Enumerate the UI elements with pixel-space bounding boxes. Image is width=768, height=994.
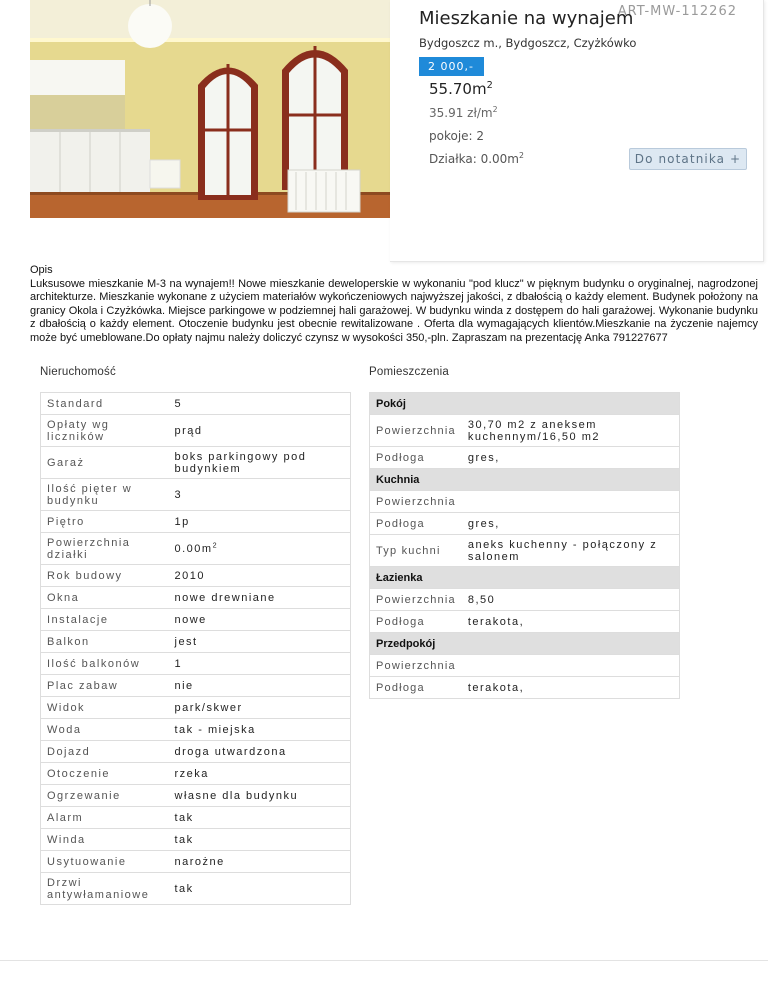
room-group-header	[370, 633, 680, 655]
property-row	[41, 393, 351, 415]
property-value	[169, 533, 351, 565]
property-value-text: 1p	[174, 515, 190, 528]
property-value	[169, 807, 351, 829]
property-row	[41, 447, 351, 479]
property-row	[41, 565, 351, 587]
listing-reference: ART-MW-112262	[617, 4, 737, 19]
property-key: Ilość balkonów	[41, 653, 169, 675]
property-row	[41, 609, 351, 631]
price-per-m-sup: 2	[492, 105, 498, 114]
property-key: Drzwi antywłamaniowe	[41, 873, 169, 905]
rooms-section-heading: Pomieszczenia	[369, 366, 449, 378]
room-count: pokoje: 2	[429, 129, 485, 143]
property-key: Woda	[41, 719, 169, 741]
property-row	[41, 763, 351, 785]
apartment-photo-illustration	[30, 0, 390, 218]
property-row	[41, 697, 351, 719]
property-key: Garaż	[41, 447, 169, 479]
room-group-header	[370, 567, 680, 589]
room-row	[370, 589, 680, 611]
area-unit-sup: 2	[486, 80, 493, 91]
property-row	[41, 873, 351, 905]
property-key: Usytuowanie	[41, 851, 169, 873]
property-value	[169, 479, 351, 511]
property-value-text: 3	[174, 488, 183, 501]
property-row	[41, 415, 351, 447]
plot-area	[429, 152, 524, 166]
listing-area	[429, 80, 493, 98]
property-value-text: prąd	[174, 424, 203, 437]
property-value	[169, 829, 351, 851]
property-value	[169, 851, 351, 873]
property-row	[41, 851, 351, 873]
property-key: Widok	[41, 697, 169, 719]
property-row	[41, 785, 351, 807]
property-value	[169, 719, 351, 741]
property-value-text: 1	[174, 657, 183, 670]
property-value-text: boks parkingowy pod budynkiem	[174, 450, 307, 475]
room-key: Podłoga	[370, 611, 462, 633]
property-row	[41, 587, 351, 609]
property-row	[41, 675, 351, 697]
property-row	[41, 653, 351, 675]
room-group-title: Łazienka	[370, 567, 680, 589]
property-key: Plac zabaw	[41, 675, 169, 697]
property-key: Balkon	[41, 631, 169, 653]
room-row	[370, 611, 680, 633]
property-value	[169, 415, 351, 447]
listing-location: Bydgoszcz m., Bydgoszcz, Czyżkówko	[419, 36, 637, 50]
property-details-table	[40, 392, 351, 905]
room-key: Powierzchnia	[370, 655, 462, 677]
property-value-text: jest	[174, 635, 198, 648]
property-row	[41, 719, 351, 741]
add-to-notebook-button[interactable]: Do notatnika +	[629, 148, 747, 170]
property-value-text: nowe drewniane	[174, 591, 276, 604]
property-value-text: własne dla budynku	[174, 789, 299, 802]
property-value-text: nowe	[174, 613, 207, 626]
property-value-text: tak - miejska	[174, 723, 256, 736]
footer-divider	[0, 960, 768, 961]
room-key: Podłoga	[370, 513, 462, 535]
property-row	[41, 741, 351, 763]
room-value	[462, 491, 680, 513]
plot-sup: 2	[519, 151, 524, 160]
property-row	[41, 807, 351, 829]
room-row	[370, 447, 680, 469]
property-key: Winda	[41, 829, 169, 851]
property-value	[169, 763, 351, 785]
room-group-header	[370, 393, 680, 415]
property-key: Otoczenie	[41, 763, 169, 785]
room-group-title: Kuchnia	[370, 469, 680, 491]
room-row	[370, 513, 680, 535]
property-value-text: tak	[174, 833, 194, 846]
room-key: Powierzchnia	[370, 491, 462, 513]
property-value	[169, 741, 351, 763]
property-value	[169, 631, 351, 653]
property-section-heading: Nieruchomość	[40, 366, 116, 378]
property-row	[41, 631, 351, 653]
property-value	[169, 873, 351, 905]
property-key: Piętro	[41, 511, 169, 533]
property-key: Rok budowy	[41, 565, 169, 587]
property-value-sup: 2	[212, 540, 219, 549]
room-value: gres,	[462, 447, 680, 469]
room-row	[370, 491, 680, 513]
property-key: Dojazd	[41, 741, 169, 763]
property-row	[41, 511, 351, 533]
room-key: Typ kuchni	[370, 535, 462, 567]
property-key: Opłaty wg liczników	[41, 415, 169, 447]
property-value-text: rzeka	[174, 767, 209, 780]
room-key: Podłoga	[370, 677, 462, 699]
room-value: terakota,	[462, 677, 680, 699]
property-value-text: park/skwer	[174, 701, 243, 714]
room-row	[370, 655, 680, 677]
listing-photo[interactable]	[30, 0, 390, 218]
property-value-text: droga utwardzona	[174, 745, 287, 758]
property-key: Alarm	[41, 807, 169, 829]
property-value	[169, 675, 351, 697]
room-value: aneks kuchenny - połączony z salonem	[462, 535, 680, 567]
property-value-text: 0.00m	[174, 542, 213, 555]
listing-info-card	[390, 0, 764, 262]
property-key: Powierzchnia działki	[41, 533, 169, 565]
property-key: Ilość pięter w budynku	[41, 479, 169, 511]
room-key: Podłoga	[370, 447, 462, 469]
property-value-text: narożne	[174, 855, 225, 868]
property-value	[169, 447, 351, 479]
property-value	[169, 653, 351, 675]
property-value	[169, 511, 351, 533]
property-value	[169, 565, 351, 587]
description-text: Luksusowe mieszkanie M-3 na wynajem!! Nowe mieszkanie deweloperskie w wykonaniu "pod klucz" w pięknym budynku o oryginalnej, nagrodzonej architekturze. Mieszkanie wykonane z użyciem materiałów wykończeniowych najwyższej jakości, z dbałością o każdy element. Budynek położony na granicy Okola i Czyżkówka. Miejsce parkingowe w podziemnej hali garażowej. W budynku winda z dostępem do hali garażowej. Wykonanie budynku z dbałością o każdy element. Otoczenie budynku jest obecnie rewitalizowane . Oferta dla wymagających klientów.Mieszkanie na życzenie najemcy może być umeblowane.Do opłaty najmu należy doliczyć czynsz w wysokości 350,-pln. Zapraszam na prezentację Anka 791227677	[30, 277, 758, 344]
property-value	[169, 785, 351, 807]
area-value: 55.70m	[429, 80, 487, 98]
room-key: Powierzchnia	[370, 415, 462, 447]
room-group-title: Przedpokój	[370, 633, 680, 655]
price-per-m-value: 35.91 zł/m	[429, 106, 493, 120]
property-value	[169, 697, 351, 719]
listing-title: Mieszkanie na wynajem	[419, 8, 634, 29]
rooms-table	[369, 392, 680, 699]
property-value	[169, 609, 351, 631]
property-row	[41, 533, 351, 565]
property-value-text: nie	[174, 679, 194, 692]
property-row	[41, 829, 351, 851]
property-value-text: tak	[174, 811, 194, 824]
description-label: Opis	[30, 264, 53, 276]
property-value-text: 2010	[174, 569, 205, 582]
room-group-title: Pokój	[370, 393, 680, 415]
property-value	[169, 393, 351, 415]
property-key: Instalacje	[41, 609, 169, 631]
property-value-text: 5	[174, 397, 183, 410]
plot-value: Działka: 0.00m	[429, 152, 519, 166]
description-section	[30, 264, 758, 346]
room-row	[370, 415, 680, 447]
room-value: gres,	[462, 513, 680, 535]
room-value: 8,50	[462, 589, 680, 611]
room-value	[462, 655, 680, 677]
property-value-text: tak	[174, 882, 194, 895]
price-badge: 2 000,-	[419, 57, 484, 76]
property-key: Okna	[41, 587, 169, 609]
property-value	[169, 587, 351, 609]
room-key: Powierzchnia	[370, 589, 462, 611]
property-key: Standard	[41, 393, 169, 415]
room-value: 30,70 m2 z aneksem kuchennym/16,50 m2	[462, 415, 680, 447]
price-per-square-meter	[429, 106, 498, 120]
room-value: terakota,	[462, 611, 680, 633]
room-group-header	[370, 469, 680, 491]
property-key: Ogrzewanie	[41, 785, 169, 807]
property-row	[41, 479, 351, 511]
room-row	[370, 677, 680, 699]
room-row	[370, 535, 680, 567]
